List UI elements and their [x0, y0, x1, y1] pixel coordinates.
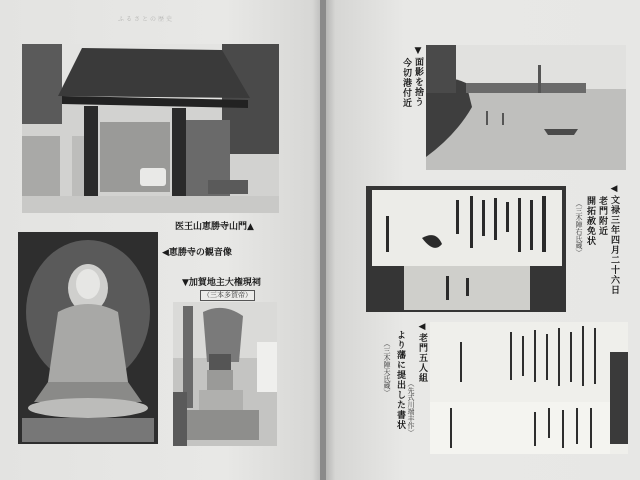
temple-gate-photo — [22, 44, 279, 213]
harbor-image — [426, 45, 626, 170]
harbor-caption: ▼面影を捨う — [413, 46, 423, 107]
shrine-image — [173, 302, 277, 446]
temple-gate-image — [22, 44, 279, 213]
kannon-caption: ◀恵勝寺の観音像 — [162, 248, 232, 258]
pardon-subcaption: （三木陣右氏蔵） — [575, 200, 583, 256]
pardon-document-image — [366, 186, 566, 312]
harbor-subcaption: 今切港付近 — [401, 58, 411, 108]
petition-caption-line2: より藩に提出した書状 — [395, 330, 405, 430]
running-header: ふるさとの歴史 — [118, 16, 175, 23]
shrine-caption: ▼加賀地主大権現祠 — [182, 278, 261, 288]
harbor-photo — [426, 45, 626, 170]
pardon-caption: ◀文禄三年四月二十六日 — [609, 184, 619, 295]
petition-subcaption: （三木陣天氏蔵） — [383, 340, 391, 396]
right-page — [326, 0, 640, 480]
pardon-caption-line3: 開拓赦免状 — [585, 196, 595, 246]
shrine-subcaption: （三本多賀帝） — [200, 290, 255, 301]
kannon-statue-image — [18, 232, 158, 444]
petition-document-image — [430, 322, 628, 454]
petition-paren: （先式川端丰作） — [407, 380, 415, 436]
temple-gate-caption: 医王山恵勝寺山門▲ — [175, 222, 254, 232]
shrine-photo — [173, 302, 277, 446]
petition-document-photo — [430, 322, 628, 454]
petition-caption: ◀老門五人組 — [417, 322, 427, 383]
pardon-caption-line2: 老門附近 — [597, 196, 607, 236]
kannon-statue-photo — [18, 232, 158, 444]
pardon-document-photo — [366, 186, 566, 312]
